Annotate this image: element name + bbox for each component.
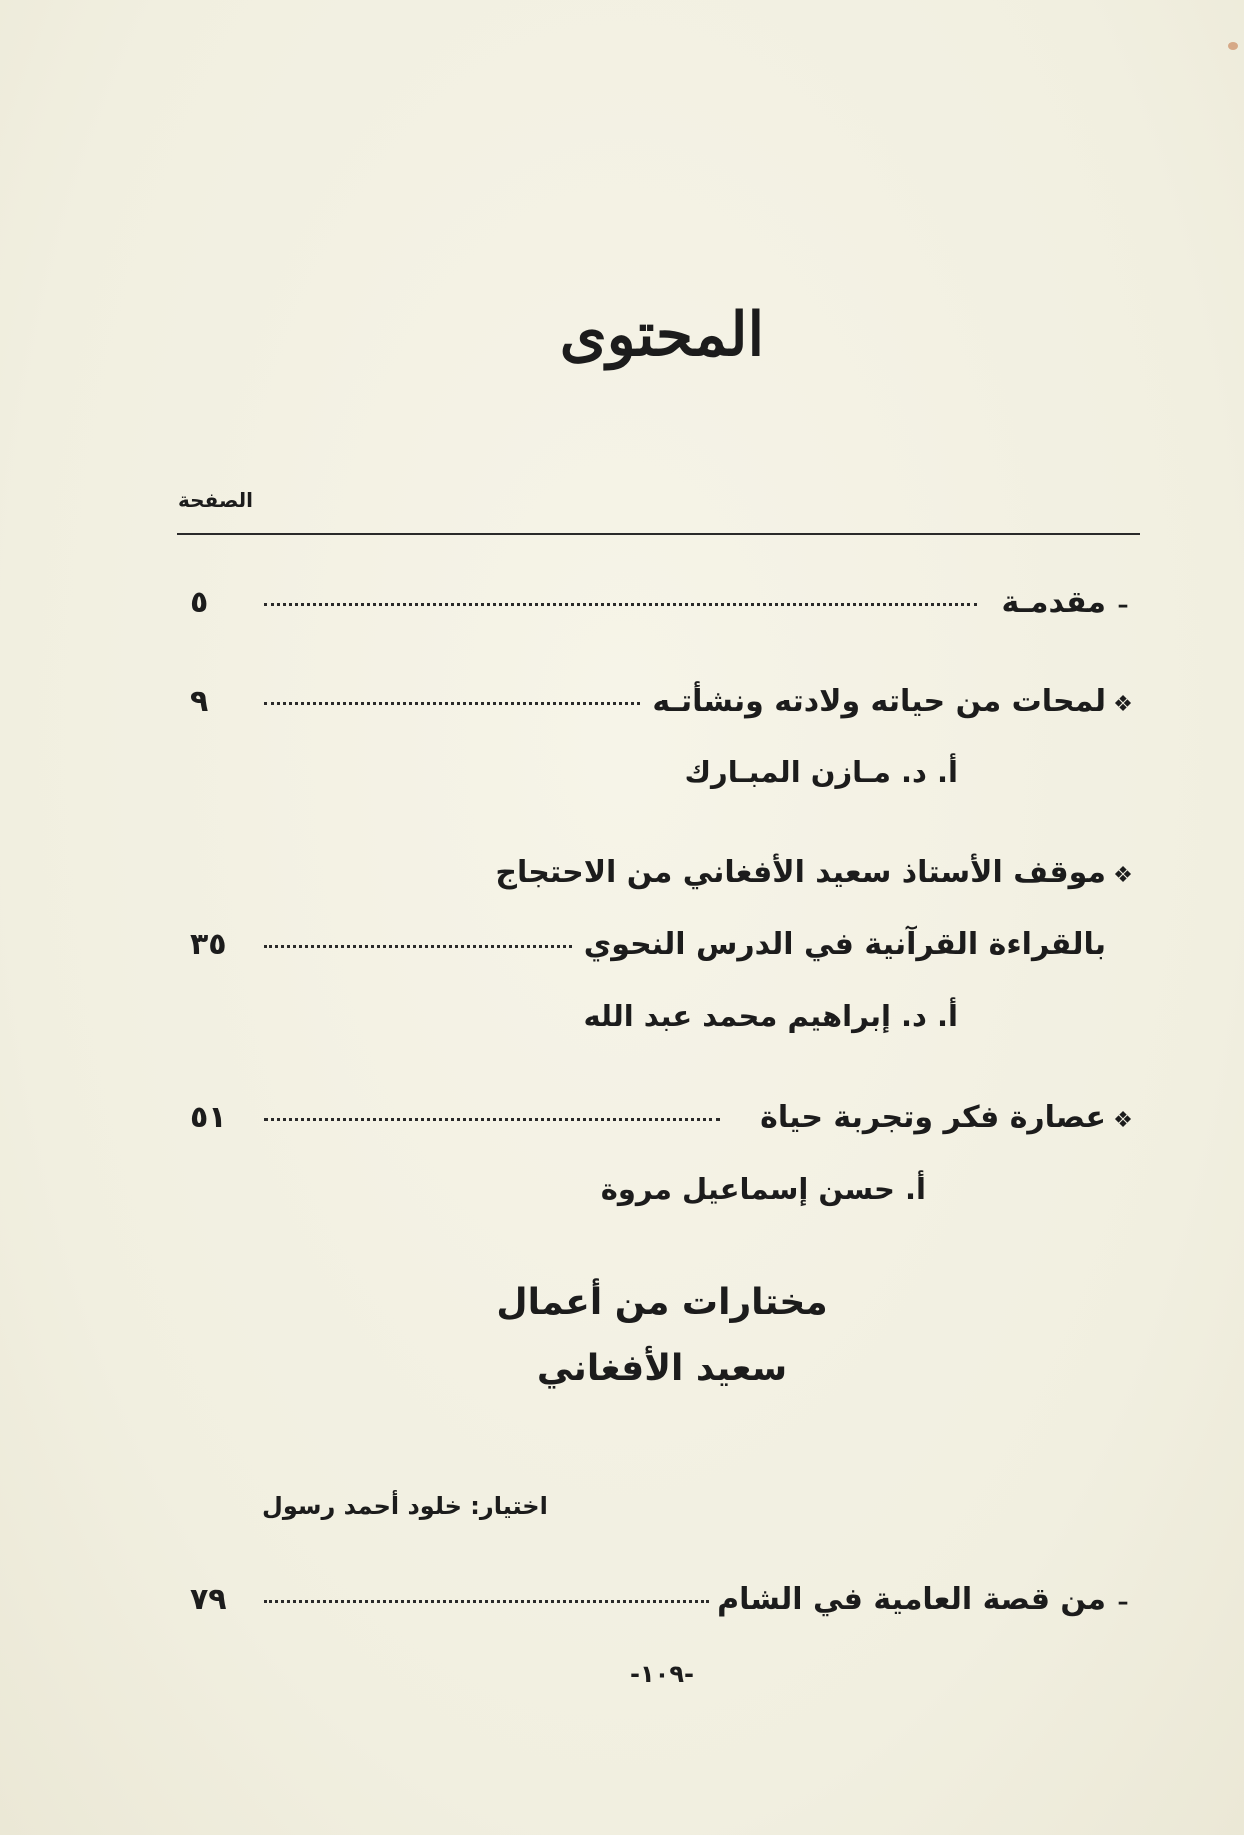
entry-title: مقدمـة [1001, 585, 1106, 620]
entry-title: عصارة فكر وتجربة حياة [760, 1100, 1106, 1135]
toc-entry-position[interactable] [190, 855, 1140, 890]
diamond-bullet-icon: ❖ [1113, 863, 1133, 888]
page-column-label: الصفحة [178, 488, 254, 512]
page-folio: -١٠٩- [630, 1660, 694, 1688]
dot-leader [264, 1118, 720, 1121]
page-number: ٣٥ [190, 927, 227, 962]
entry-title: من قصة العامية في الشام [717, 1582, 1106, 1617]
page-number: ٧٩ [190, 1582, 227, 1617]
dash-marker: – [1117, 593, 1129, 618]
page-title: المحتوى [559, 300, 765, 370]
dot-leader [264, 603, 977, 606]
entry-title-line1: موقف الأستاذ سعيد الأفغاني من الاحتجاج [495, 855, 1106, 890]
section-heading-line1: مختارات من أعمال [496, 1282, 828, 1323]
toc-entry-colloquial[interactable] [190, 1582, 1140, 1617]
page-number: ٩ [190, 684, 209, 719]
entry-title-line2: بالقراءة القرآنية في الدرس النحوي [583, 927, 1106, 962]
dot-leader [264, 945, 572, 948]
paper-stain [1228, 42, 1238, 50]
diamond-bullet-icon: ❖ [1113, 692, 1133, 717]
page-number: ٥١ [190, 1100, 227, 1135]
dash-marker: – [1117, 1590, 1129, 1615]
toc-entry-essence[interactable] [190, 1100, 1140, 1135]
section-heading-line2: سعيد الأفغاني [536, 1348, 788, 1389]
entry-author: أ. حسن إسماعيل مروة [600, 1172, 926, 1206]
header-rule [177, 533, 1140, 535]
page-number: ٥ [190, 585, 209, 620]
diamond-bullet-icon: ❖ [1113, 1108, 1133, 1133]
entry-title: لمحات من حياته ولادته ونشأتـه [652, 684, 1106, 719]
dot-leader [264, 1600, 709, 1603]
selection-credit: اختيار: خلود أحمد رسول [262, 1492, 548, 1520]
dot-leader [264, 702, 640, 705]
toc-entry-introduction[interactable] [190, 585, 1140, 620]
toc-entry-glimpses[interactable] [190, 684, 1140, 719]
entry-author: أ. د. مـازن المبـارك [684, 755, 958, 789]
toc-entry-position-cont[interactable] [190, 927, 1140, 962]
entry-author: أ. د. إبراهيم محمد عبد الله [583, 999, 958, 1033]
